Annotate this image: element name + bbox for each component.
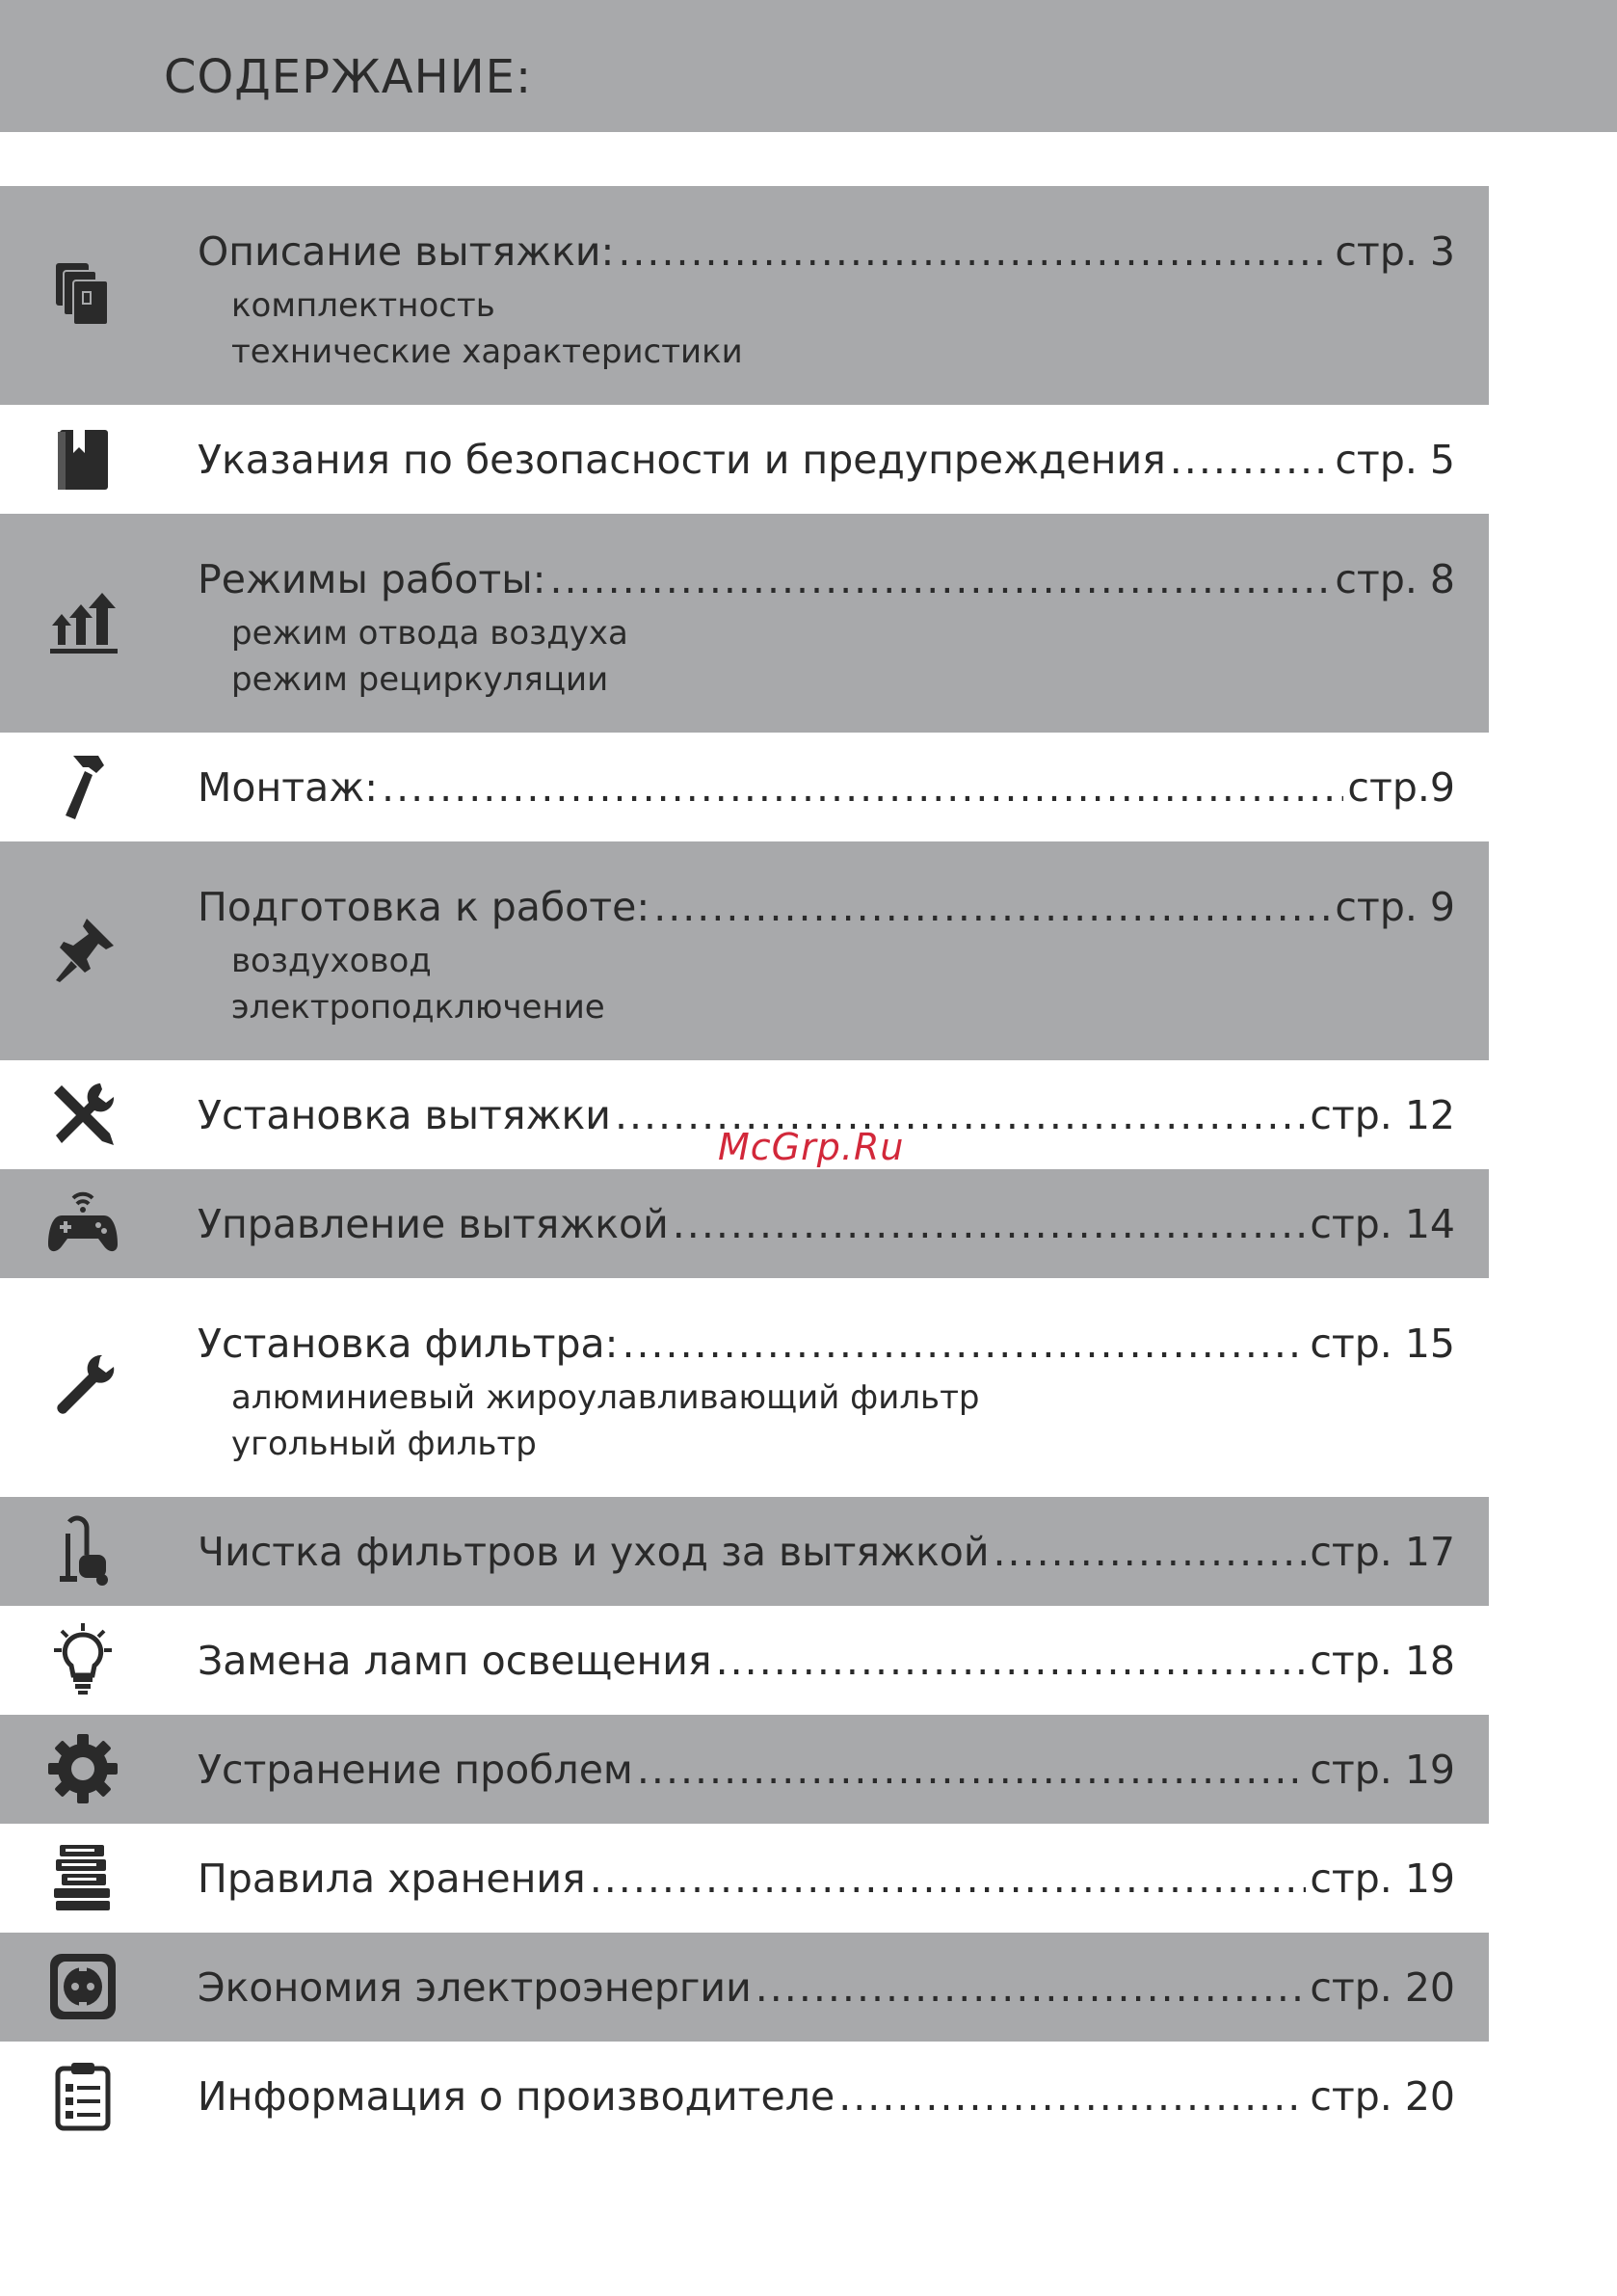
toc-title: Правила хранения [198,1855,586,1902]
books-icon [40,1835,125,1920]
toc-title: Подготовка к работе: [198,884,650,930]
toc-page: стр. 17 [1310,1529,1455,1575]
toc-entry-energy[interactable] [0,1933,1489,2042]
toc-page: стр. 19 [1310,1747,1455,1793]
toc-entry-lamps[interactable] [0,1606,1489,1715]
hammer-icon [40,744,125,829]
pushpin-icon [40,907,125,992]
toc-page: стр. 18 [1310,1638,1455,1684]
toc-subitem: угольный фильтр [231,1425,537,1463]
toc-title: Описание вытяжки: [198,228,615,275]
toc-subitem: режим рециркуляции [231,660,609,699]
toc-page: стр. 19 [1310,1855,1455,1902]
toc-subitem: режим отвода воздуха [231,614,628,653]
toc-page: стр. 8 [1335,556,1455,602]
page-title: СОДЕРЖАНИЕ: [164,50,533,104]
gear-icon [40,1726,125,1811]
toc-page: стр. 20 [1310,2073,1455,2120]
socket-icon [40,1944,125,2029]
gamepad-icon [40,1181,125,1266]
toc-entry-mounting[interactable] [0,733,1489,841]
toc-entry-storage[interactable] [0,1824,1489,1933]
vacuum-cleaner-icon [40,1508,125,1593]
toc-entry-control[interactable] [0,1169,1489,1278]
toc-subitem: электроподключение [231,988,605,1027]
toc-subitem: воздуховод [231,942,432,980]
toc-entry-filter[interactable] [0,1278,1489,1497]
toc-page: стр. 5 [1335,437,1455,483]
toc-page: стр. 3 [1335,228,1455,275]
header-bar [0,0,1617,132]
arrows-up-icon [40,579,125,664]
toc-entry-safety[interactable] [0,405,1489,514]
toc-title: Указания по безопасности и предупреждения [198,437,1166,483]
toc-title: Монтаж: [198,764,379,811]
toc-entry-troubleshooting[interactable] [0,1715,1489,1824]
toc-subitem: алюминиевый жироулавливающий фильтр [231,1378,980,1417]
toc-title: Установка вытяжки [198,1092,611,1138]
toc-page: стр. 20 [1310,1964,1455,2011]
toc-title: Информация о производителе [198,2073,835,2120]
toc-page: стр. 15 [1310,1321,1455,1367]
toc-page: стр. 14 [1310,1201,1455,1247]
watermark: McGrp.Ru [718,1126,905,1168]
lightbulb-icon [40,1617,125,1702]
clipboard-icon [40,2053,125,2138]
toc-title: Экономия электроэнергии [198,1964,752,2011]
book-icon [40,416,125,501]
toc-subitem: технические характеристики [231,333,743,371]
toc-page: стр. 12 [1310,1092,1455,1138]
toc-entry-description[interactable] [0,186,1489,405]
toc-title: Установка фильтра: [198,1321,619,1367]
toc-title: Чистка фильтров и уход за вытяжкой [198,1529,990,1575]
toc-subitem: комплектность [231,286,495,325]
toc-title: Устранение проблем [198,1747,633,1793]
tools-icon [40,1072,125,1157]
toc-entry-preparation[interactable] [0,841,1489,1060]
toc-page: стр. 9 [1335,884,1455,930]
documents-icon [40,252,125,336]
toc-entry-modes[interactable] [0,514,1489,733]
table-of-contents [0,186,1489,2150]
toc-title: Режимы работы: [198,556,546,602]
toc-title: Замена ламп освещения [198,1638,712,1684]
toc-entry-cleaning[interactable] [0,1497,1489,1606]
toc-entry-manufacturer[interactable] [0,2042,1489,2150]
toc-title: Управление вытяжкой [198,1201,669,1247]
wrench-icon [40,1344,125,1428]
toc-page: стр.9 [1347,764,1455,811]
